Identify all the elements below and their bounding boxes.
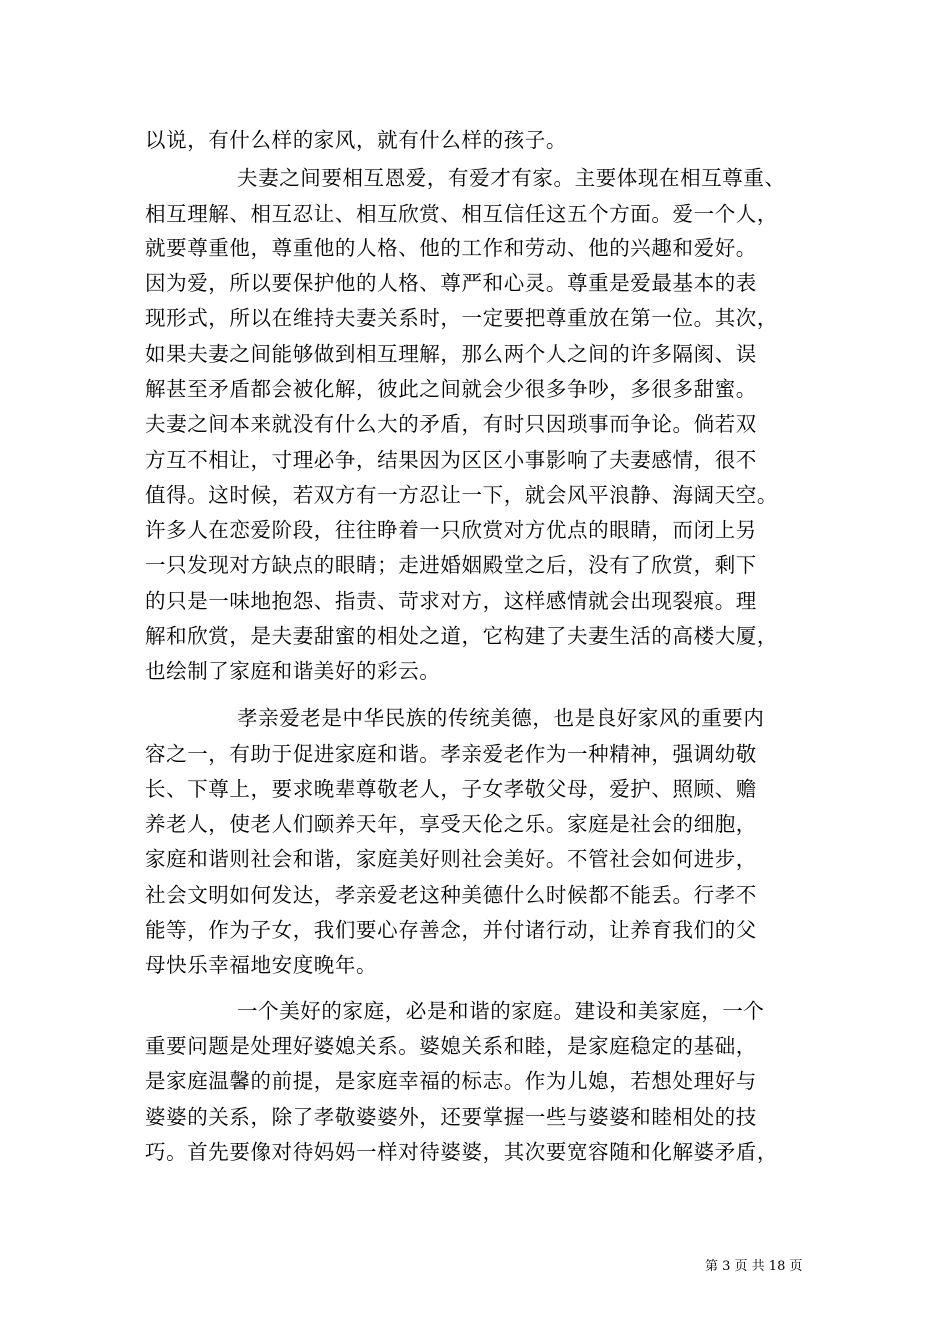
text-line: 是家庭温馨的前提，是家庭幸福的标志。作为儿媳，若想处理好与: [145, 1069, 757, 1093]
text-line: 巧。首先要像对待妈妈一样对待婆婆，其次要宽容随和化解婆矛盾，: [145, 1140, 778, 1164]
text-line: 也绘制了家庭和谐美好的彩云。: [145, 659, 441, 683]
paragraph-start-line: 夫妻之间要相互恩爱，有爱才有家。主要体现在相互尊重、: [237, 166, 786, 190]
text-line: 能等，作为子女，我们要心存善念，并付诸行动，让养育我们的父: [145, 918, 757, 942]
text-line: 现形式，所以在维持夫妻关系时，一定要把尊重放在第一位。其次，: [145, 306, 778, 330]
text-line: 社会文明如何发达，孝亲爱老这种美德什么时候都不能丢。行孝不: [145, 883, 757, 907]
text-line: 养老人，使老人们颐养天年，享受天伦之乐。家庭是社会的细胞，: [145, 812, 757, 836]
text-line: 母快乐幸福地安度晚年。: [145, 953, 378, 977]
page-number: 第 3 页 共 18 页: [705, 1259, 803, 1274]
text-line: 相互理解、相互忍让、相互欣赏、相互信任这五个方面。爱一个人，: [145, 202, 778, 226]
text-line: 家庭和谐则社会和谐，家庭美好则社会美好。不管社会如何进步，: [145, 847, 757, 871]
paragraph-start-line: 一个美好的家庭，必是和谐的家庭。建设和美家庭，一个: [237, 999, 765, 1023]
text-line: 如果夫妻之间能够做到相互理解，那么两个人之间的许多隔阂、误: [145, 342, 757, 366]
paragraph-start-line: 孝亲爱老是中华民族的传统美德，也是良好家风的重要内: [237, 706, 765, 730]
text-line: 就要尊重他，尊重他的人格、他的工作和劳动、他的兴趣和爱好。: [145, 236, 757, 260]
text-line: 以说，有什么样的家风，就有什么样的孩子。: [145, 128, 567, 152]
text-line: 长、下尊上，要求晚辈尊敬老人，子女孝敬父母，爱护、照顾、赡: [145, 777, 757, 801]
text-line: 容之一，有助于促进家庭和谐。孝亲爱老作为一种精神，强调幼敬: [145, 742, 757, 766]
text-line: 重要问题是处理好婆媳关系。婆媳关系和睦，是家庭稳定的基础，: [145, 1034, 757, 1058]
text-line: 一只发现对方缺点的眼睛；走进婚姻殿堂之后，没有了欣赏，剩下: [145, 553, 757, 577]
text-line: 婆婆的关系，除了孝敬婆婆外，还要掌握一些与婆婆和睦相处的技: [145, 1105, 757, 1129]
text-line: 值得。这时候，若双方有一方忍让一下，就会风平浪静、海阔天空。: [145, 483, 778, 507]
text-line: 解和欣赏，是夫妻甜蜜的相处之道，它构建了夫妻生活的高楼大厦，: [145, 624, 778, 648]
text-line: 的只是一味地抱怨、指责、苛求对方，这样感情就会出现裂痕。理: [145, 589, 757, 613]
text-line: 方互不相让，寸理必争，结果因为区区小事影响了夫妻感情，很不: [145, 448, 757, 472]
text-line: 解甚至矛盾都会被化解，彼此之间就会少很多争吵，多很多甜蜜。: [145, 377, 757, 401]
text-line: 因为爱，所以要保护他的人格、尊严和心灵。尊重是爱最基本的表: [145, 271, 757, 295]
text-line: 夫妻之间本来就没有什么大的矛盾，有时只因琐事而争论。倘若双: [145, 412, 757, 436]
text-line: 许多人在恋爱阶段，往往睁着一只欣赏对方优点的眼睛，而闭上另: [145, 518, 757, 542]
